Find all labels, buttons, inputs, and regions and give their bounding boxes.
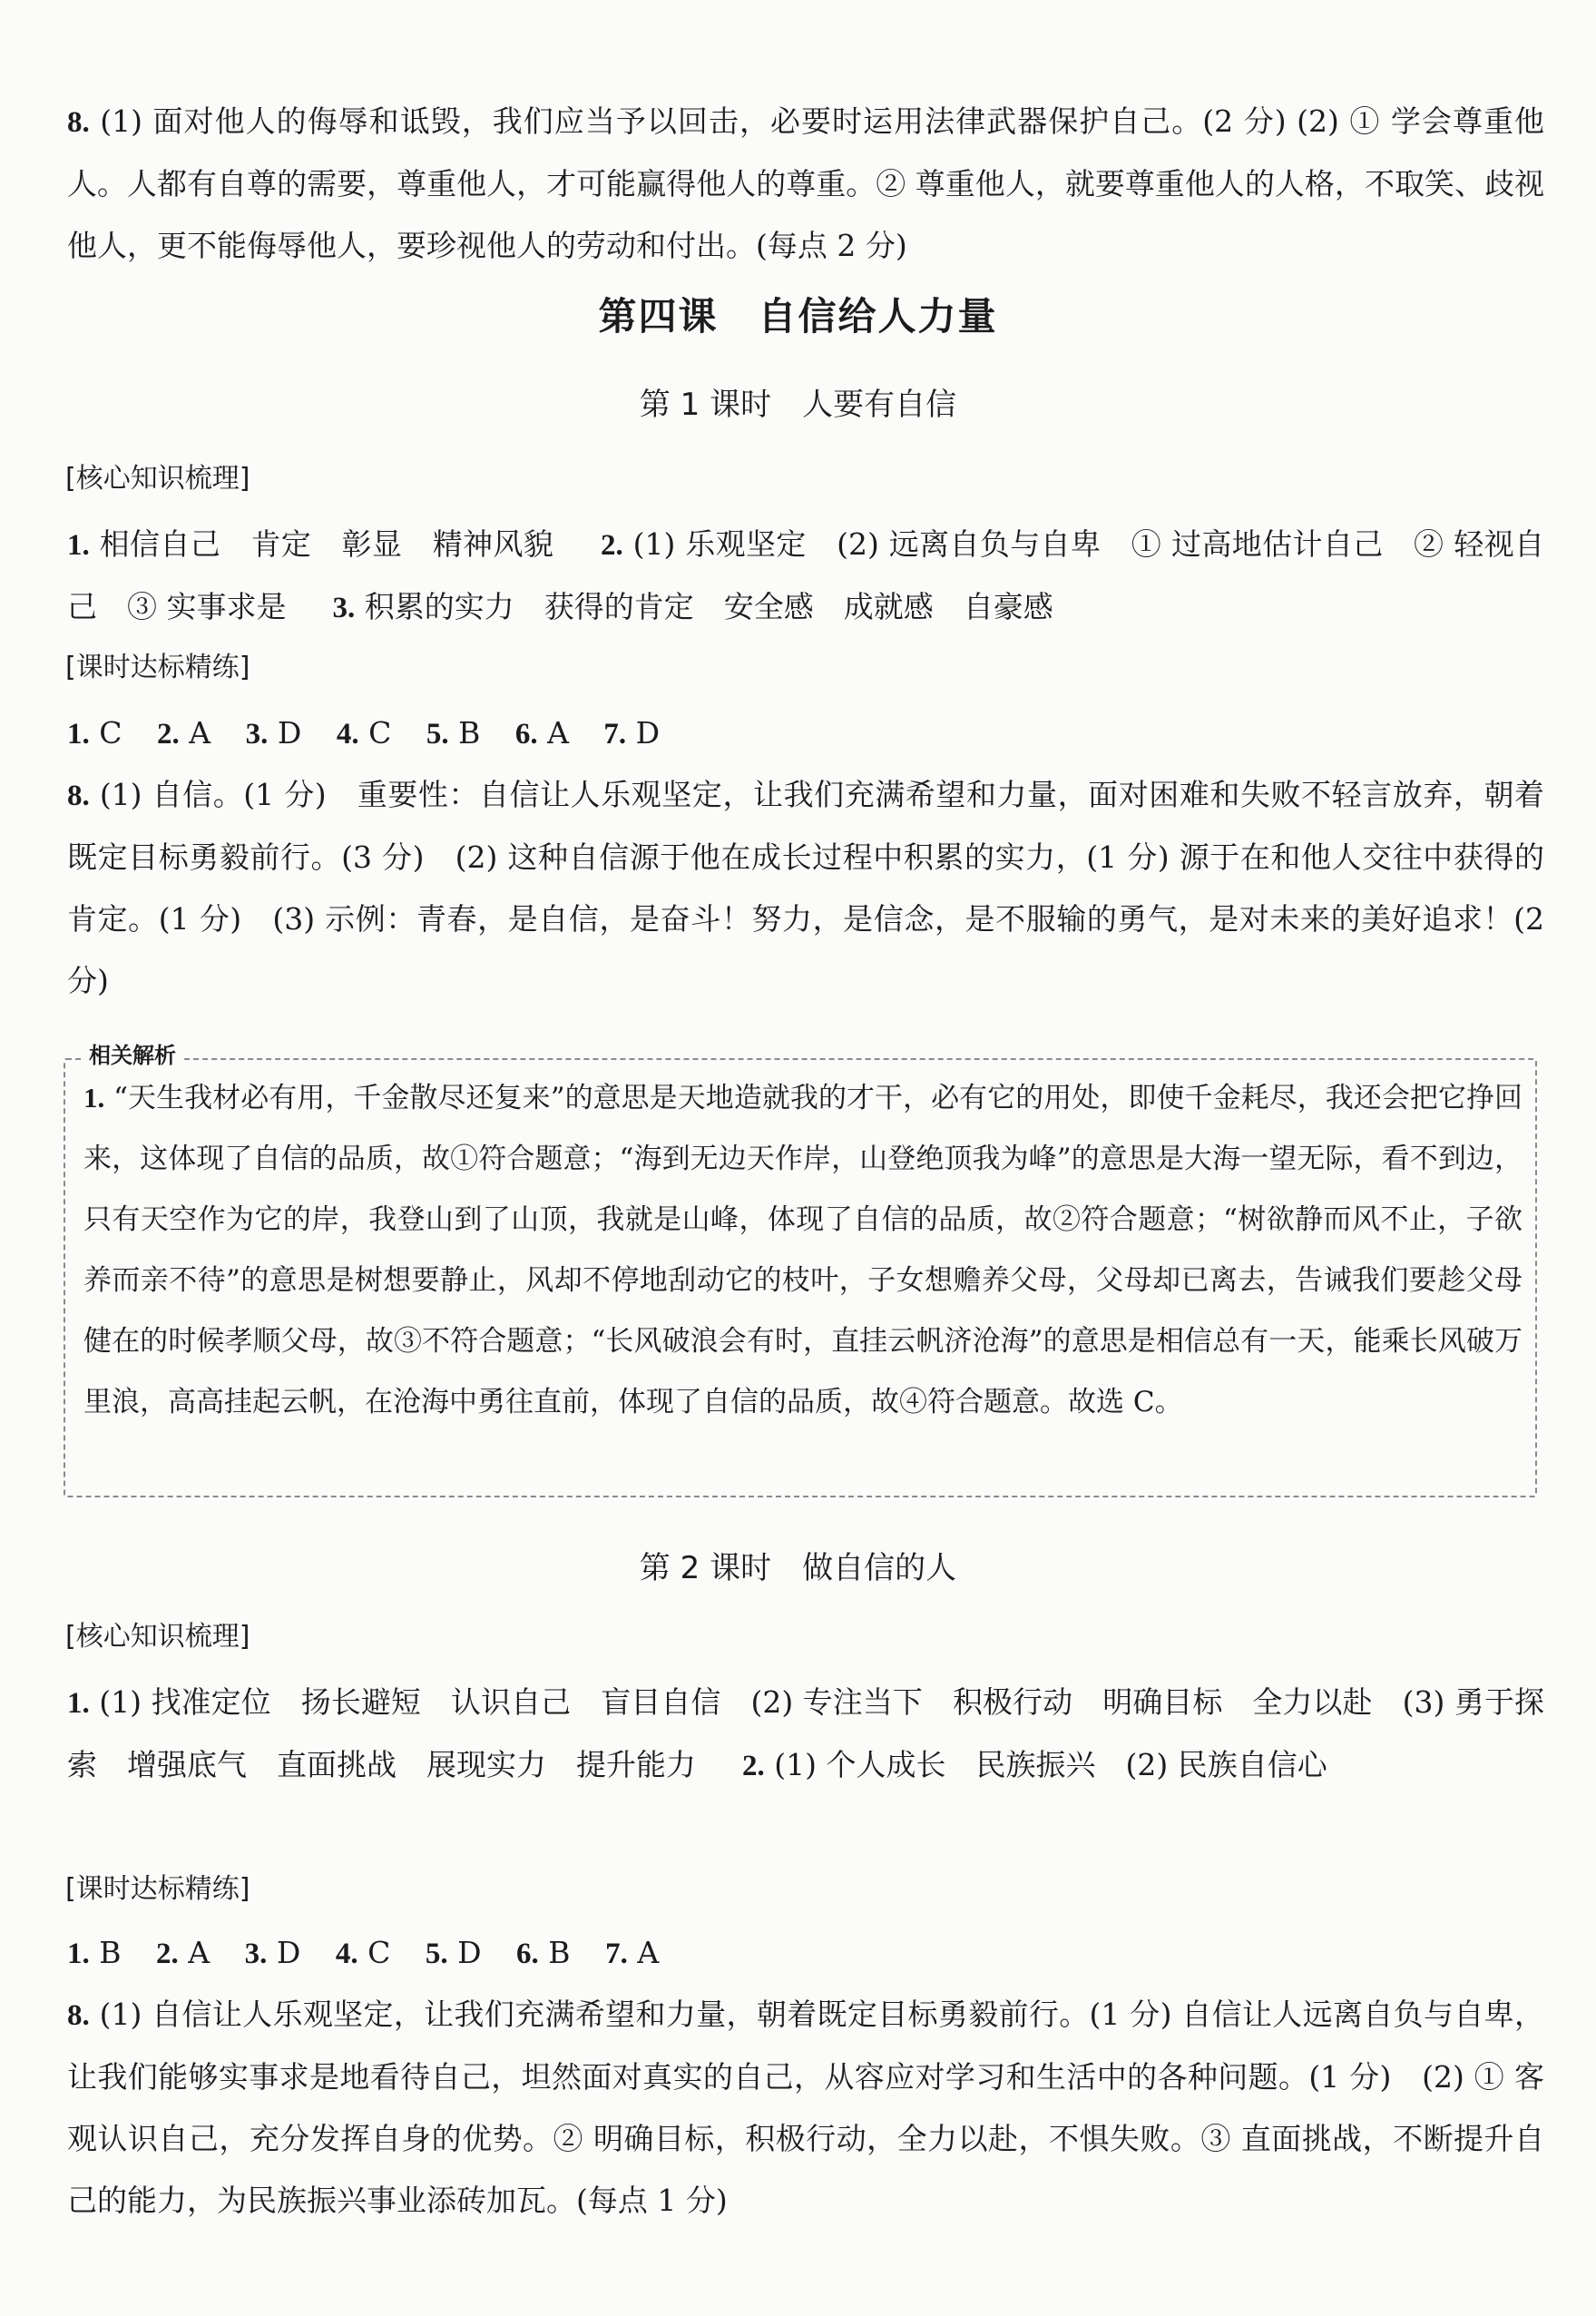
period-2-practice-label: [课时达标精练] (65, 1873, 250, 1905)
period-2-core-knowledge: 1. (1) 找准定位 扬长避短 认识自己 盲目自信 (2) 专注当下 积极行动 明确目标 全力以赴 (3) 勇于探索 增强底气 直面挑战 展现实力 提升能力 2. (1) 个人成长 民族振兴 (2) 民族自信心 (67, 1684, 1545, 1782)
period-2-choice-answers: 1. B 2. A 3. D 4. C 5. D 6. B 7. A (67, 1935, 660, 1970)
period-1-core-knowledge: 1. 相信自己 肯定 彰显 精神风貌 2. (1) 乐观坚定 (2) 远离自负与自卑 ① 过高地估计自己 ② 轻视自己 ③ 实事求是 3. 积累的实力 获得的肯定 安全感 成就感 自豪感 (67, 526, 1544, 624)
question-number: 8. (67, 106, 90, 139)
analysis-label: 相关解析 (82, 1040, 183, 1071)
period-1-title: 第 1 课时 人要有自信 (639, 387, 957, 423)
answer-text: (1) 面对他人的侮辱和诋毁，我们应当予以回击，必要时运用法律武器保护自己。(2 分) (2) ① 学会尊重他人。人都有自尊的需要，尊重他人，才可能赢得他人的尊重。② 尊重他人，就要尊重他人的人格，不取笑、歧视他人，更不能侮辱他人，要珍视他人的劳动和付出。(每点 2 分) (67, 103, 1544, 263)
analysis-text: 1. “天生我材必有用，千金散尽还复来”的意思是天地造就我的才干，必有它的用处，即使千金耗尽，我还会把它挣回来，这体现了自信的品质，故①符合题意；“海到无边天作岸，山登绝顶我为峰”的意思是大海一望无际，看不到边，只有天空作为它的岸，我登山到了山顶，我就是山峰，体现了自信的品质，故②符合题意；“树欲静而风不止，子欲养而亲不待”的意思是树想要静止，风却不停地刮动它的枝叶，子女想赡养父母，父母却已离去，告诫我们要趁父母健在的时候孝顺父母，故③不符合题意；“长风破浪会有时，直挂云帆济沧海”的意思是相信总有一天，能乘长风破万里浪，高高挂起云帆，在沧海中勇往直前，体现了自信的品质，故④符合题意。故选 C。 (83, 1082, 1523, 1418)
period-2-core-label: [核心知识梳理] (65, 1621, 250, 1653)
period-2-answer-8: 8. (1) 自信让人乐观坚定，让我们充满希望和力量，朝着既定目标勇毅前行。(1 分) 自信让人远离自负与自卑，让我们能够实事求是地看待自己，坦然面对真实的自己，从容应对学习和生活中的各种问题。(1 分) (2) ① 客观认识自己，充分发挥自身的优势。② 明确目标，积极行动，全力以赴，不惧失败。③ 直面挑战，不断提升自己的能力，为民族振兴事业添砖加瓦。(每点 1 分) (67, 1997, 1544, 2218)
period-2-title: 第 2 课时 做自信的人 (639, 1550, 957, 1586)
period-1-practice-label: [课时达标精练] (65, 652, 250, 683)
top-answer-8 (67, 91, 1544, 277)
period-1-answer-8: 8. (1) 自信。(1 分) 重要性：自信让人乐观坚定，让我们充满希望和力量，面对困难和失败不轻言放弃，朝着既定目标勇毅前行。(3 分) (2) 这种自信源于他在成长过程中积累的实力，(1 分) 源于在和他人交往中获得的肯定。(1 分) (3) 示例：青春，是自信，是奋斗！努力，是信念，是不服输的勇气，是对未来的美好追求！(2 分) (67, 777, 1545, 998)
period-1-core-label: [核心知识梳理] (65, 463, 250, 495)
lesson-title: 第四课 自信给人力量 (598, 294, 998, 339)
period-1-choice-answers: 1. C 2. A 3. D 4. C 5. B 6. A 7. D (67, 715, 661, 751)
